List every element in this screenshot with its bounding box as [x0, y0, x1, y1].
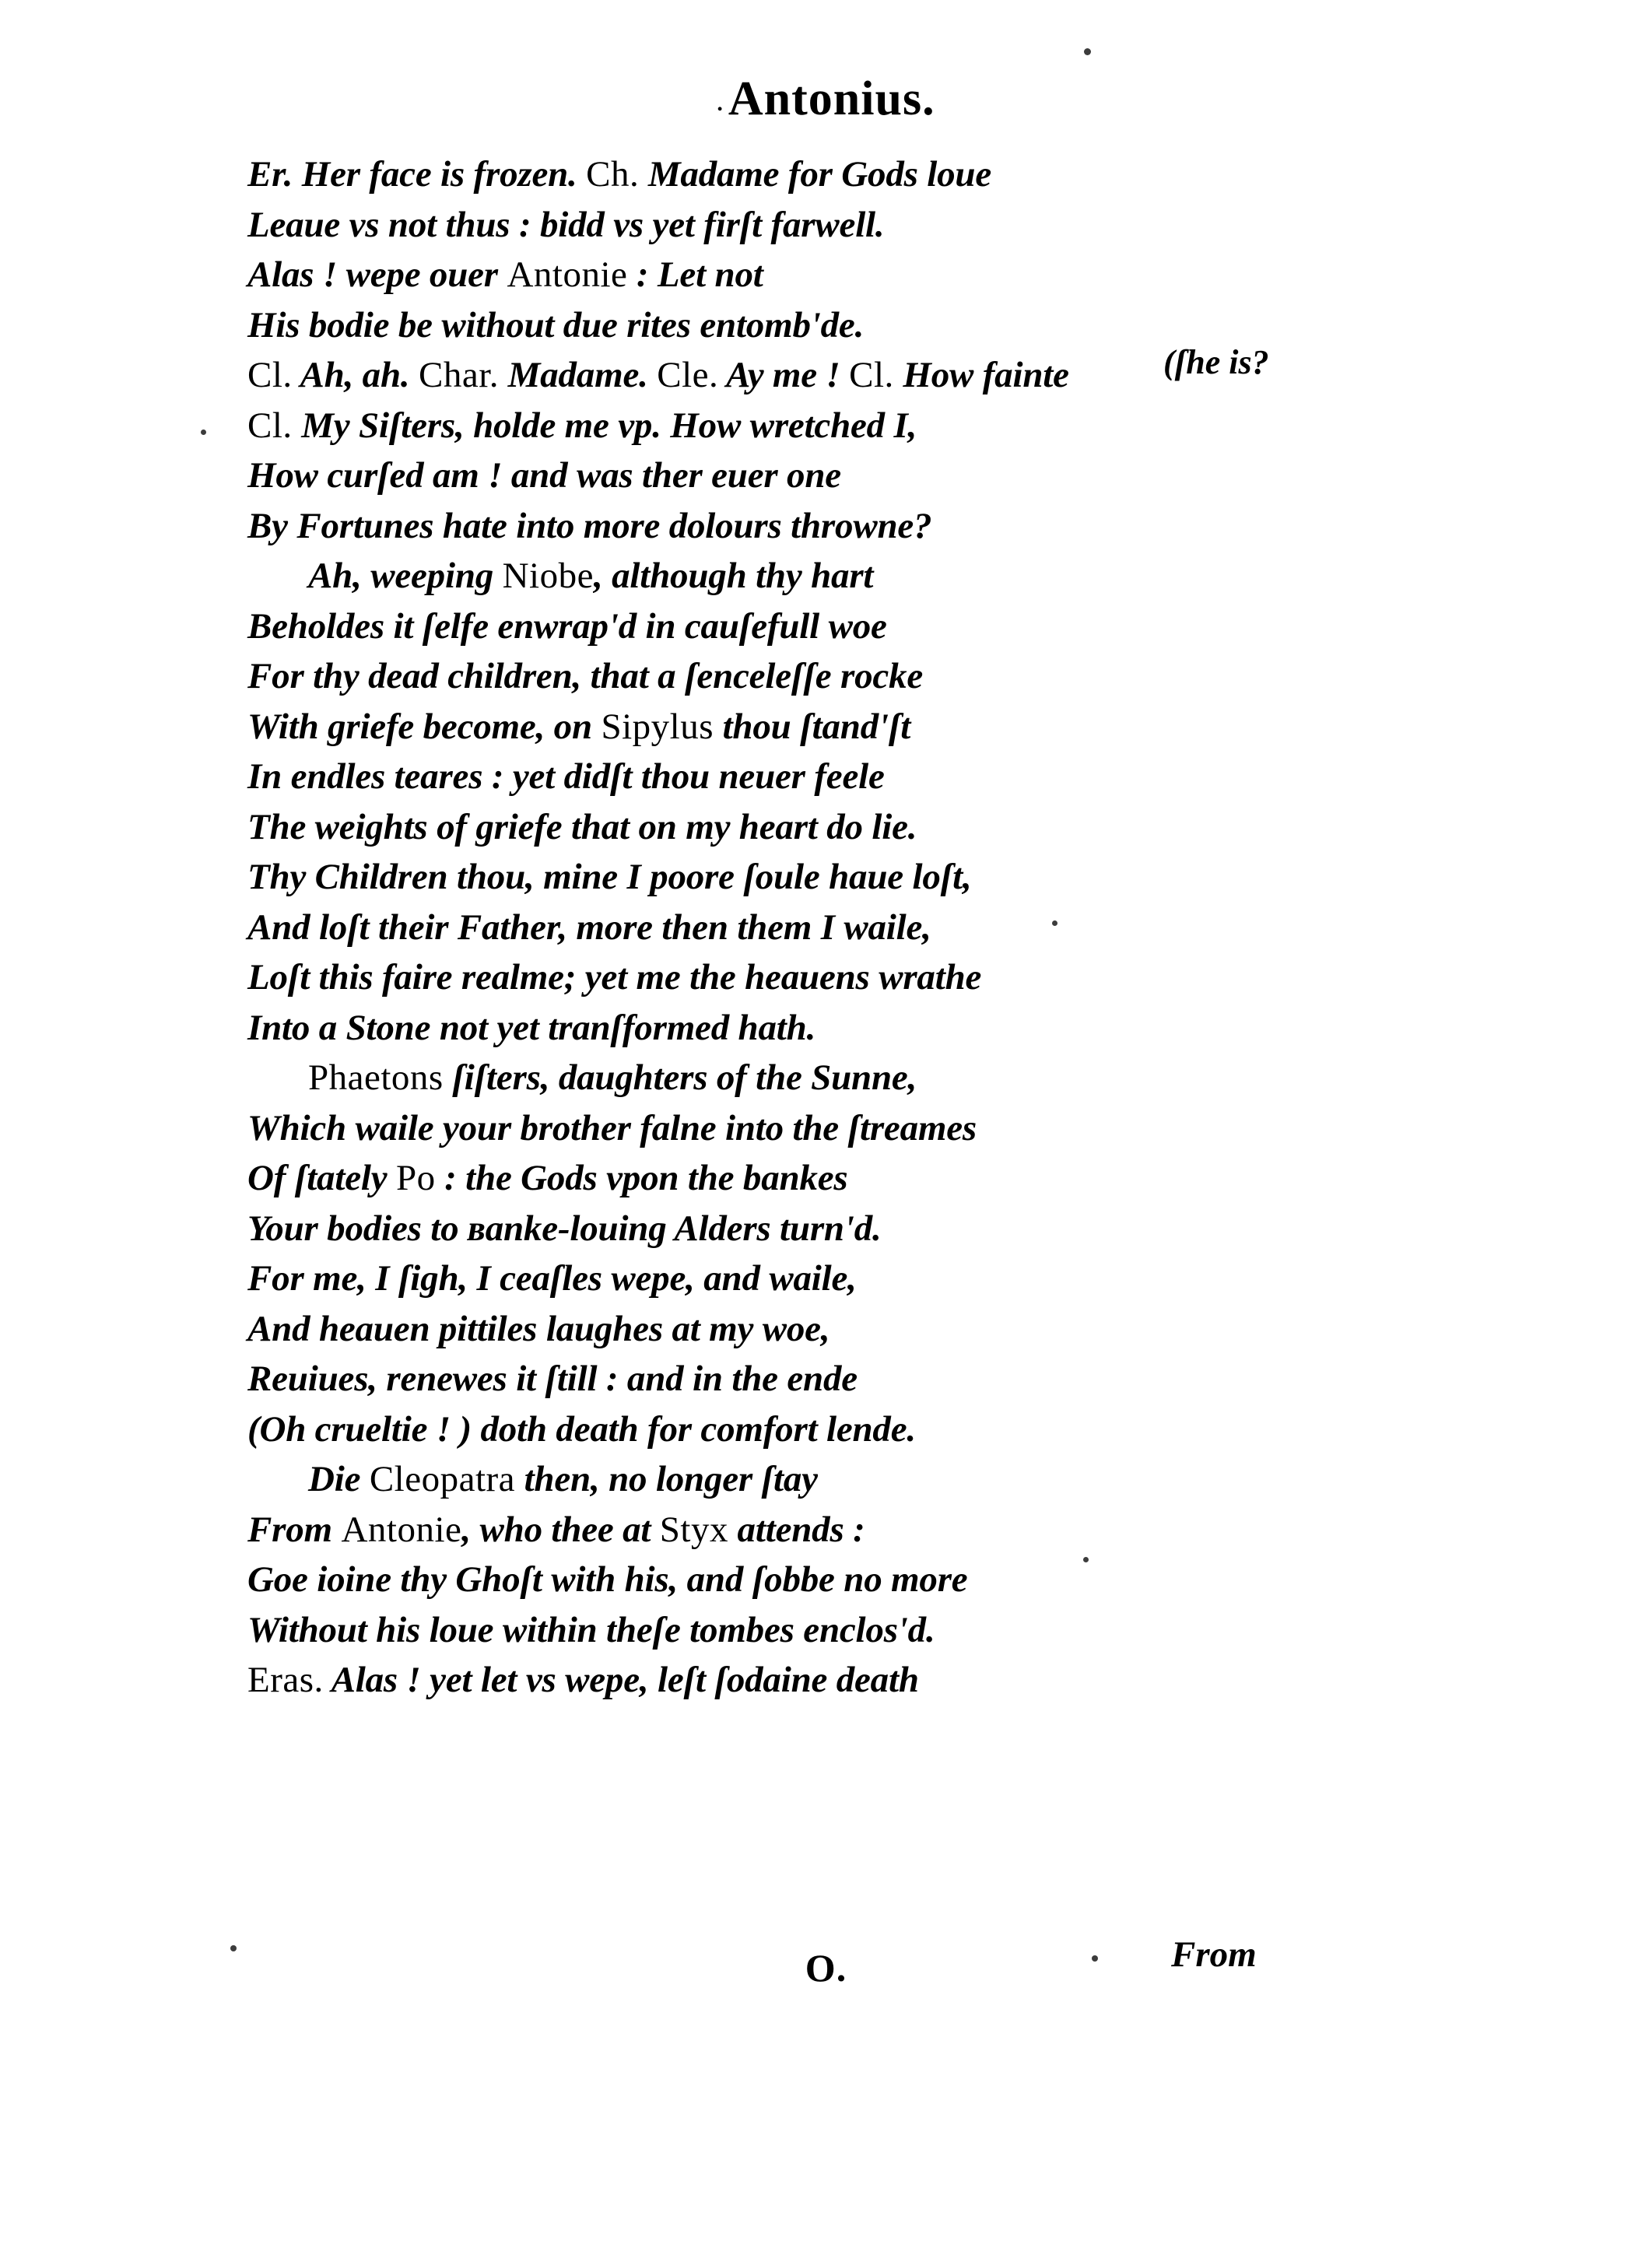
verse-roman-segment: Cleopatra: [369, 1459, 516, 1499]
verse-line: [247, 149, 1352, 200]
verse-italic-segment: thou ſtand'ſt: [714, 706, 911, 747]
verse-line: [247, 752, 1352, 802]
verse-roman-segment: Cl.: [247, 355, 293, 395]
verse-italic-segment: Er. Her face is frozen.: [247, 154, 587, 195]
ink-speck: [1084, 48, 1091, 55]
verse-line: [247, 601, 1352, 652]
verse-line: [247, 802, 1352, 853]
verse-italic-segment: , who thee at: [461, 1509, 660, 1550]
verse-line: [247, 1253, 1352, 1304]
verse-italic-segment: Ay me !: [718, 355, 850, 395]
ink-speck: [230, 1945, 237, 1951]
verse-line: [247, 1153, 1352, 1204]
verse-roman-segment: Char.: [419, 355, 500, 395]
verse-italic-segment: My Siſters, holde me vp. How wretched I,: [292, 405, 917, 446]
verse-italic-segment: : the Gods vpon the bankes: [435, 1158, 848, 1198]
signature-catchword: O.: [805, 1946, 847, 1990]
verse-italic-segment: Goe ioine thy Ghoſt with his, and ſobbe no more: [247, 1559, 968, 1600]
verse-line: [247, 551, 1352, 601]
margin-note-she-is: (ſhe is?: [1163, 343, 1269, 381]
verse-italic-segment: For me, I ſigh, I ceaſles wepe, and waile,: [247, 1258, 857, 1299]
verse-italic-segment: For thy dead children, that a ſenceleſſe rocke: [247, 656, 923, 696]
verse-italic-segment: Madame.: [499, 355, 658, 395]
verse-italic-segment: Into a Stone not yet tranſformed hath.: [247, 1007, 816, 1048]
verse-italic-segment: Ah, weeping: [308, 556, 503, 596]
verse-italic-segment: His bodie be without due rites entomb'de.: [247, 304, 865, 345]
verse-roman-segment: Po: [395, 1158, 436, 1198]
verse-italic-segment: In endles teares : yet didſt thou neuer feele: [247, 756, 885, 797]
verse-italic-segment: And loſt their Father, more then them I waile,: [247, 906, 931, 948]
verse-italic-segment: Die: [308, 1459, 370, 1499]
verse-roman-segment: Sipylus: [601, 706, 714, 747]
verse-roman-segment: Phaetons: [308, 1057, 444, 1098]
verse-roman-segment: Antonie: [341, 1509, 462, 1550]
verse-line: [247, 451, 1352, 501]
verse-italic-segment: Your bodies to ʙanke-louing Alders turn'd.: [247, 1208, 882, 1249]
verse-italic-segment: Alas ! wepe ouer: [247, 254, 507, 295]
verse-line: [247, 1404, 1352, 1455]
verse-roman-segment: Eras.: [247, 1660, 324, 1700]
verse-italic-segment: then, no longer ſtay: [515, 1459, 818, 1499]
ink-speck: [1092, 1955, 1098, 1962]
verse-roman-segment: Antonie: [507, 254, 628, 295]
verse-roman-segment: Cl.: [849, 355, 894, 395]
verse-line: [247, 1505, 1352, 1555]
verse-line: [247, 1655, 1352, 1706]
verse-italic-segment: Leaue vs not thus : bidd vs yet firſt farwell.: [247, 204, 885, 245]
verse-italic-segment: (Oh crueltie ! ) doth death for comfort lende.: [247, 1408, 916, 1450]
verse-line: [247, 903, 1352, 953]
verse-italic-segment: Alas ! yet let vs wepe, leſt ſodaine death: [323, 1660, 919, 1700]
verse-text-block: [247, 149, 1352, 1706]
verse-italic-segment: With griefe become, on: [247, 706, 602, 747]
verse-line: [247, 1103, 1352, 1154]
verse-italic-segment: ſiſters, daughters of the Sunne,: [443, 1057, 917, 1098]
verse-roman-segment: Cle.: [657, 355, 719, 395]
verse-italic-segment: Reuiues, renewes it ſtill : and in the ende: [247, 1359, 858, 1399]
verse-line: [247, 250, 1352, 300]
verse-italic-segment: : Let not: [627, 254, 763, 295]
verse-italic-segment: Madame for Gods loue: [639, 154, 992, 195]
margin-note-from: From: [1171, 1934, 1257, 1975]
verse-italic-segment: Of ſtately: [247, 1158, 396, 1198]
running-head-dot: .: [717, 89, 724, 116]
verse-line: [247, 1354, 1352, 1404]
verse-line: [247, 852, 1352, 903]
verse-line: [247, 651, 1352, 702]
verse-italic-segment: , although thy hart: [593, 556, 874, 596]
running-head-text: Antonius.: [728, 72, 935, 125]
verse-italic-segment: By Fortunes hate into more dolours throwne?: [247, 505, 932, 546]
verse-roman-segment: Ch.: [586, 154, 640, 195]
verse-line: [247, 1304, 1352, 1355]
verse-line: [247, 1555, 1352, 1605]
verse-line: [247, 1204, 1352, 1254]
verse-line: [247, 1053, 1352, 1103]
verse-italic-segment: The weights of griefe that on my heart do lie.: [247, 806, 917, 847]
verse-line: [247, 200, 1352, 251]
verse-roman-segment: Niobe: [502, 556, 594, 596]
verse-line: [247, 1605, 1352, 1656]
running-head: [0, 72, 1652, 127]
verse-line: [247, 952, 1352, 1003]
verse-line: [247, 401, 1352, 451]
verse-italic-segment: From: [247, 1509, 342, 1550]
verse-roman-segment: Styx: [659, 1509, 728, 1550]
verse-italic-segment: How fainte: [893, 355, 1069, 395]
ink-speck: [1083, 1557, 1089, 1562]
verse-italic-segment: Beholdes it ſelfe enwrap'd in cauſefull woe: [247, 605, 887, 647]
verse-italic-segment: Without his loue within theſe tombes enclos'd.: [247, 1609, 935, 1650]
verse-italic-segment: Loſt this faire realme; yet me the heauens wrathe: [247, 957, 982, 998]
verse-italic-segment: attends :: [728, 1509, 865, 1550]
verse-line: [247, 501, 1352, 552]
verse-italic-segment: Ah, ah.: [292, 355, 419, 395]
verse-line: [247, 1003, 1352, 1054]
verse-italic-segment: Which waile your brother falne into the ſtreames: [247, 1107, 977, 1148]
verse-italic-segment: Thy Children thou, mine I poore ſoule haue loſt,: [247, 857, 972, 897]
verse-roman-segment: Cl.: [247, 405, 293, 446]
ink-speck: [1052, 920, 1057, 926]
verse-line: [247, 1454, 1352, 1505]
verse-italic-segment: How curſed am ! and was ther euer one: [247, 455, 841, 496]
verse-line: [247, 702, 1352, 752]
verse-italic-segment: And heauen pittiles laughes at my woe,: [247, 1308, 830, 1349]
ink-speck: [201, 430, 206, 435]
